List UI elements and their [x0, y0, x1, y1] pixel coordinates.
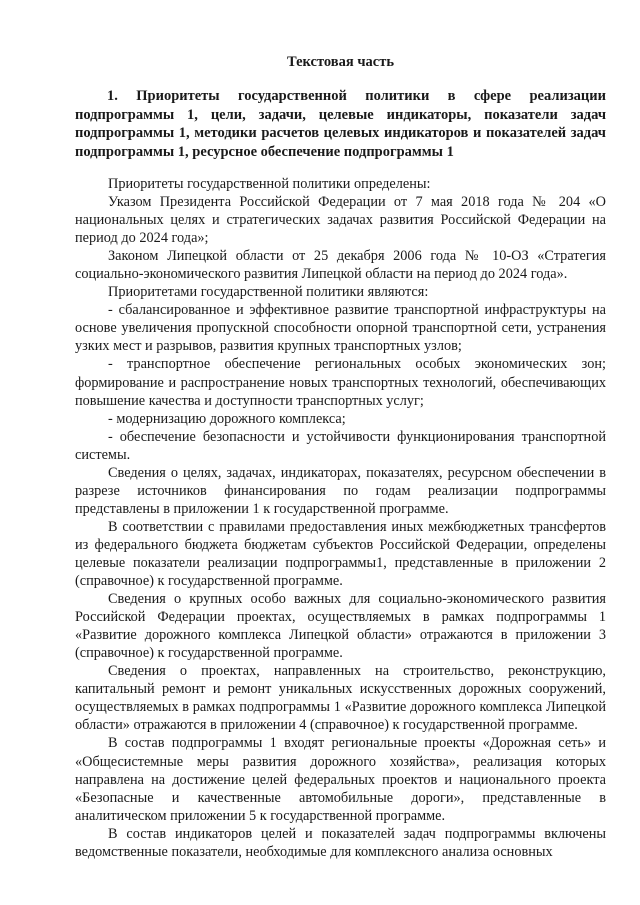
paragraph-priorities-intro: Приоритеты государственной политики определены:: [108, 176, 431, 192]
paragraph-priority-modernization: - модернизацию дорожного комплекса;: [108, 410, 346, 427]
paragraph-priorities-list-intro: Приоритетами государственной политики являются:: [108, 284, 429, 301]
paragraph-unique-structures: Сведения о проектах, направленных на строительство, реконструкцию, капитальный ремонт и ремонт уникальных искусственных дорожных сооружений, осуществляемых в рамках подпрограммы 1 «Развитие дорожного комплекса Липецкой области» отражаются в приложении 4 (справочное) к государственной программе.: [75, 663, 606, 734]
paragraph-regional-projects: В состав подпрограммы 1 входят региональные проекты «Дорожная сеть» и «Общесистемные меры развития дорожного хозяйства», реализация которых направлена на достижение целей федеральных проектов и национального проекта «Безопасные и качественные автомобильные дороги», представленные в аналитическом приложении 5 к государственной программе.: [75, 735, 606, 824]
paragraph-transfers: В соответствии с правилами предоставления иных межбюджетных трансфертов из федерального бюджета бюджетам субъектов Российской Федерации, определены целевые показатели реализации подпрограммы1, представленные в приложении 2 (справочное) к государственной программе.: [75, 518, 606, 590]
body-text: [75, 175, 606, 861]
paragraph-presidential-decree: Указом Президента Российской Федерации от 7 мая 2018 года № 204 «О национальных целях и стратегических задачах развития Российской Федерации на период до 2024 года»;: [75, 194, 606, 247]
paragraph-indicators: В состав индикаторов целей и показателей задач подпрограммы включены ведомственные показатели, необходимые для комплексного анализа основных: [75, 825, 606, 860]
paragraph-priority-economic-zones: - транспортное обеспечение региональных особых экономических зон; формирование и распространение новых транспортных технологий, обеспечивающих повышение качества и доступности транспортных услуг;: [75, 356, 606, 409]
paragraph-major-projects: Сведения о крупных особо важных для социально-экономического развития Российской Федерации проектах, осуществляемых в рамках подпрограммы 1 «Развитие дорожного комплекса Липецкой области» отражаются в приложении 3 (справочное) к государственной программе.: [75, 591, 606, 662]
paragraph-regional-law: Законом Липецкой области от 25 декабря 2006 года № 10-ОЗ «Стратегия социально-экономического развития Липецкой области на период до 2024 года».: [75, 248, 606, 283]
paragraph-priority-safety: - обеспечение безопасности и устойчивости функционирования транспортной системы.: [75, 428, 606, 463]
section-heading: 1. Приоритеты государственной политики в сфере реализации подпрограммы 1, цели, задачи, целевые индикаторы, показатели задач подпрограммы 1, методики расчетов целевых индикаторов и показателей задач подпрограммы 1, ресурсное обеспечение подпрограммы 1: [75, 88, 606, 160]
paragraph-goals-info: Сведения о целях, задачах, индикаторах, показателях, ресурсном обеспечении в разрезе источников финансирования по годам реализации подпрограммы представлены в приложении 1 к государственной программе.: [75, 464, 606, 517]
paragraph-priority-infrastructure: - сбалансированное и эффективное развитие транспортной инфраструктуры на основе увеличения пропускной способности опорной транспортной сети, устранения узких мест и разрывов, развития крупных транспортных узлов;: [75, 302, 606, 355]
page-title: Текстовая часть: [286, 54, 394, 70]
document-page: [75, 0, 606, 905]
